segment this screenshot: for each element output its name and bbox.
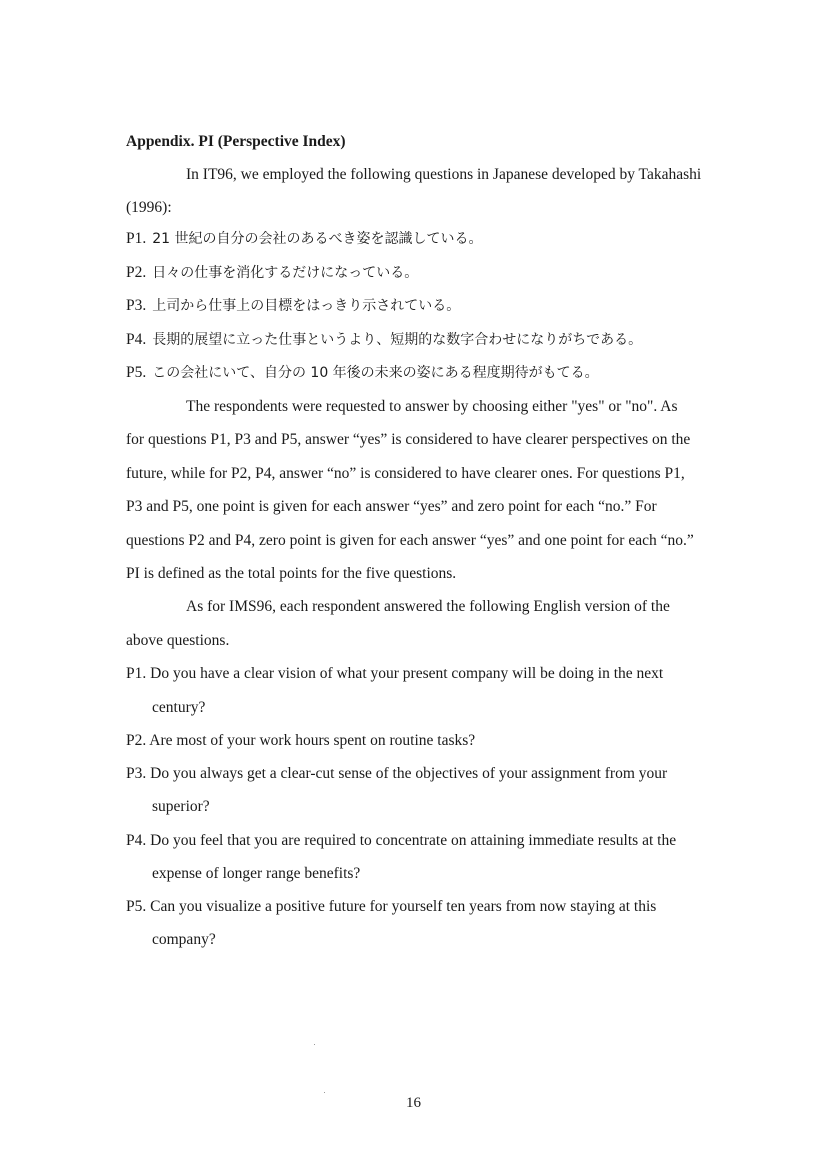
jp-question-2	[126, 263, 418, 283]
jp-question-4	[126, 330, 642, 350]
en-question-3-line-1: P3. Do you always get a clear-cut sense of the objectives of your assignment from your	[126, 765, 668, 782]
jp-question-text: 日々の仕事を消化するだけになっている。	[152, 265, 419, 281]
appendix-heading: Appendix. PI (Perspective Index)	[126, 133, 346, 150]
para3-line-2: above questions.	[126, 632, 230, 649]
jp-question-number: P3.	[126, 297, 147, 314]
intro-line-2: (1996):	[126, 199, 172, 216]
en-question-3-line-2: superior?	[152, 798, 210, 815]
para2-line-4: P3 and P5, one point is given for each answer “yes” and zero point for each “no.” For	[126, 498, 657, 515]
jp-question-text: 上司から仕事上の目標をはっきり示されている。	[152, 298, 461, 314]
scan-speck	[314, 1044, 315, 1045]
en-question-5-line-2: company?	[152, 931, 216, 948]
page-number: 16	[406, 1095, 421, 1111]
en-question-4-line-2: expense of longer range benefits?	[152, 865, 361, 882]
en-question-1-line-1: P1. Do you have a clear vision of what your present company will be doing in the next	[126, 665, 664, 682]
jp-question-text: この会社にいて、自分の 10 年後の未来の姿にある程度期待がもてる。	[152, 365, 599, 381]
jp-question-3	[126, 296, 460, 316]
para2-line-6: PI is defined as the total points for the five questions.	[126, 565, 457, 582]
jp-question-text: 長期的展望に立った仕事というより、短期的な数字合わせになりがちである。	[152, 332, 643, 348]
en-question-1-line-2: century?	[152, 699, 206, 716]
jp-question-number: P2.	[126, 264, 147, 281]
jp-question-number: P5.	[126, 364, 147, 381]
jp-question-1	[126, 229, 483, 249]
intro-line-1: In IT96, we employed the following questions in Japanese developed by Takahashi	[186, 166, 702, 183]
scan-speck	[324, 1092, 325, 1093]
para2-line-3: future, while for P2, P4, answer “no” is considered to have clearer ones. For questions P1,	[126, 465, 685, 482]
jp-question-number: P1.	[126, 230, 147, 247]
jp-question-number: P4.	[126, 331, 147, 348]
en-question-5-line-1: P5. Can you visualize a positive future for yourself ten years from now staying at this	[126, 898, 657, 915]
para2-line-2: for questions P1, P3 and P5, answer “yes” is considered to have clearer perspectives on the	[126, 431, 691, 448]
para2-line-5: questions P2 and P4, zero point is given for each answer “yes” and one point for each “no.”	[126, 532, 694, 549]
jp-question-5	[126, 363, 599, 383]
en-question-2-line-1: P2. Are most of your work hours spent on routine tasks?	[126, 732, 476, 749]
en-question-4-line-1: P4. Do you feel that you are required to concentrate on attaining immediate results at the	[126, 832, 677, 849]
para3-line-1: As for IMS96, each respondent answered the following English version of the	[186, 598, 670, 615]
jp-question-text: 21 世紀の自分の会社のあるべき姿を認識している。	[152, 231, 483, 247]
para2-line-1: The respondents were requested to answer by choosing either "yes" or "no". As	[186, 398, 678, 415]
